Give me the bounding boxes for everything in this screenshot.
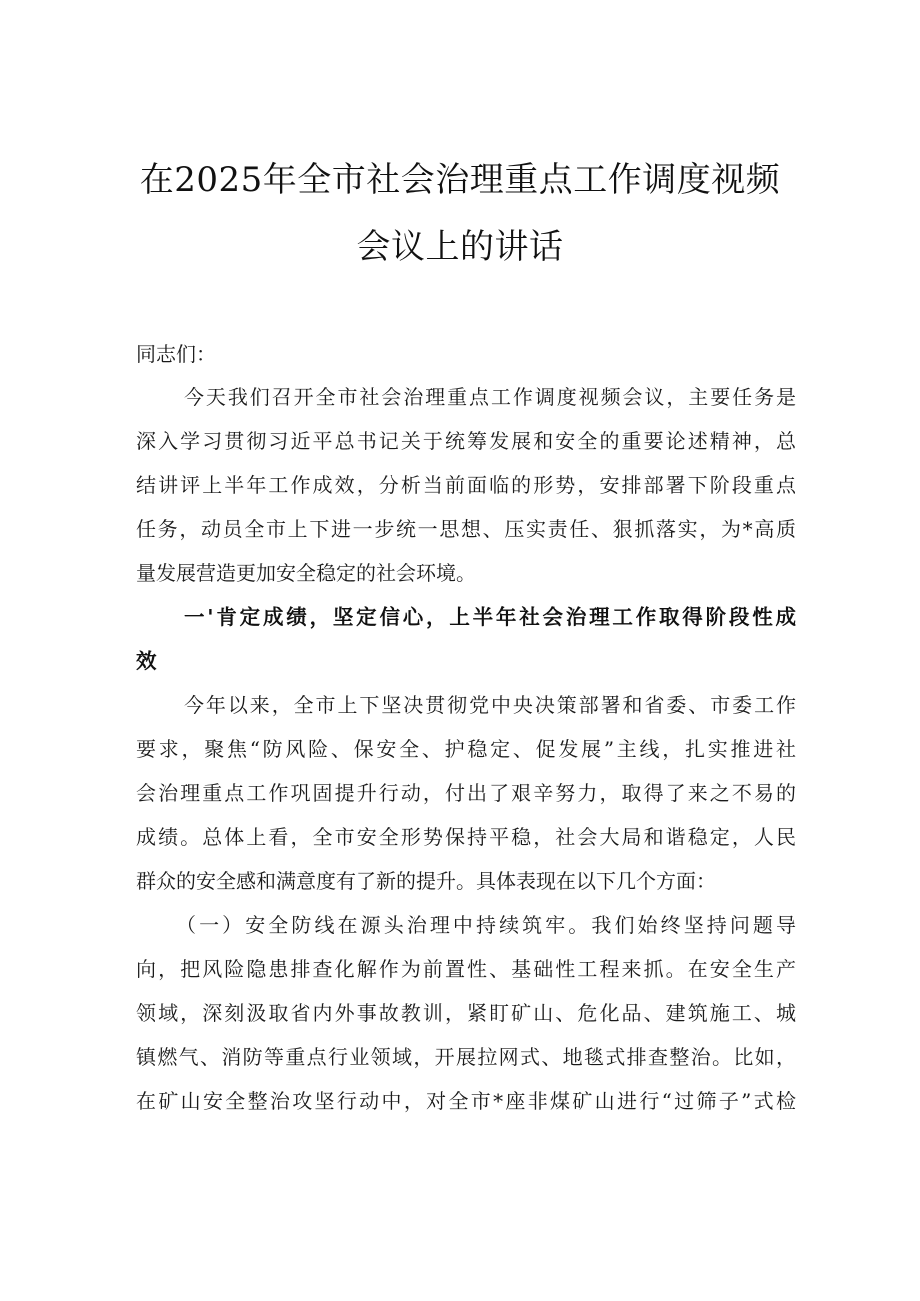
paragraph-line: 群众的安全感和满意度有了新的提升。具体表现在以下几个方面： — [136, 869, 716, 893]
section-heading-line: 效 — [136, 649, 157, 673]
paragraph-line: 镇燃气、消防等重点行业领域，开展拉网式、地毯式排查整治。比如， — [136, 1045, 796, 1069]
paragraph-line: 今天我们召开全市社会治理重点工作调度视频会议，主要任务是 — [184, 385, 796, 409]
paragraph-line: 任务，动员全市上下进一步统一思想、压实责任、狠抓落实，为*高质 — [136, 517, 796, 541]
section-heading-line: 一'肯定成绩，坚定信心，上半年社会治理工作取得阶段性成 — [184, 605, 796, 629]
paragraph-line: 在矿山安全整治攻坚行动中，对全市*座非煤矿山进行“过筛子”式检 — [136, 1089, 796, 1113]
document-title-line-2: 会议上的讲话 — [356, 227, 564, 267]
document-title-line-1: 在2025年全市社会治理重点工作调度视频 — [139, 160, 781, 200]
paragraph-line: 成绩。总体上看，全市安全形势保持平稳，社会大局和谐稳定，人民 — [136, 825, 796, 849]
paragraph-line: 领域，深刻汲取省内外事故教训，紧盯矿山、危化品、建筑施工、城 — [136, 1001, 796, 1025]
paragraph-line: 深入学习贯彻习近平总书记关于统筹发展和安全的重要论述精神，总 — [136, 429, 796, 453]
paragraph-line: （一）安全防线在源头治理中持续筑牢。我们始终坚持问题导 — [176, 913, 796, 937]
paragraph-line: 要求，聚焦“防风险、保安全、护稳定、促发展”主线，扎实推进社 — [136, 737, 796, 761]
paragraph-line: 会治理重点工作巩固提升行动，付出了艰辛努力，取得了来之不易的 — [136, 781, 796, 805]
paragraph-line: 量发展营造更加安全稳定的社会环境。 — [136, 561, 476, 585]
paragraph-line: 今年以来，全市上下坚决贯彻党中央决策部署和省委、市委工作 — [184, 693, 796, 717]
paragraph-line: 向，把风险隐患排查化解作为前置性、基础性工程来抓。在安全生产 — [136, 957, 796, 981]
salutation-text: 同志们： — [136, 342, 216, 366]
paragraph-line: 结讲评上半年工作成效，分析当前面临的形势，安排部署下阶段重点 — [136, 473, 796, 497]
